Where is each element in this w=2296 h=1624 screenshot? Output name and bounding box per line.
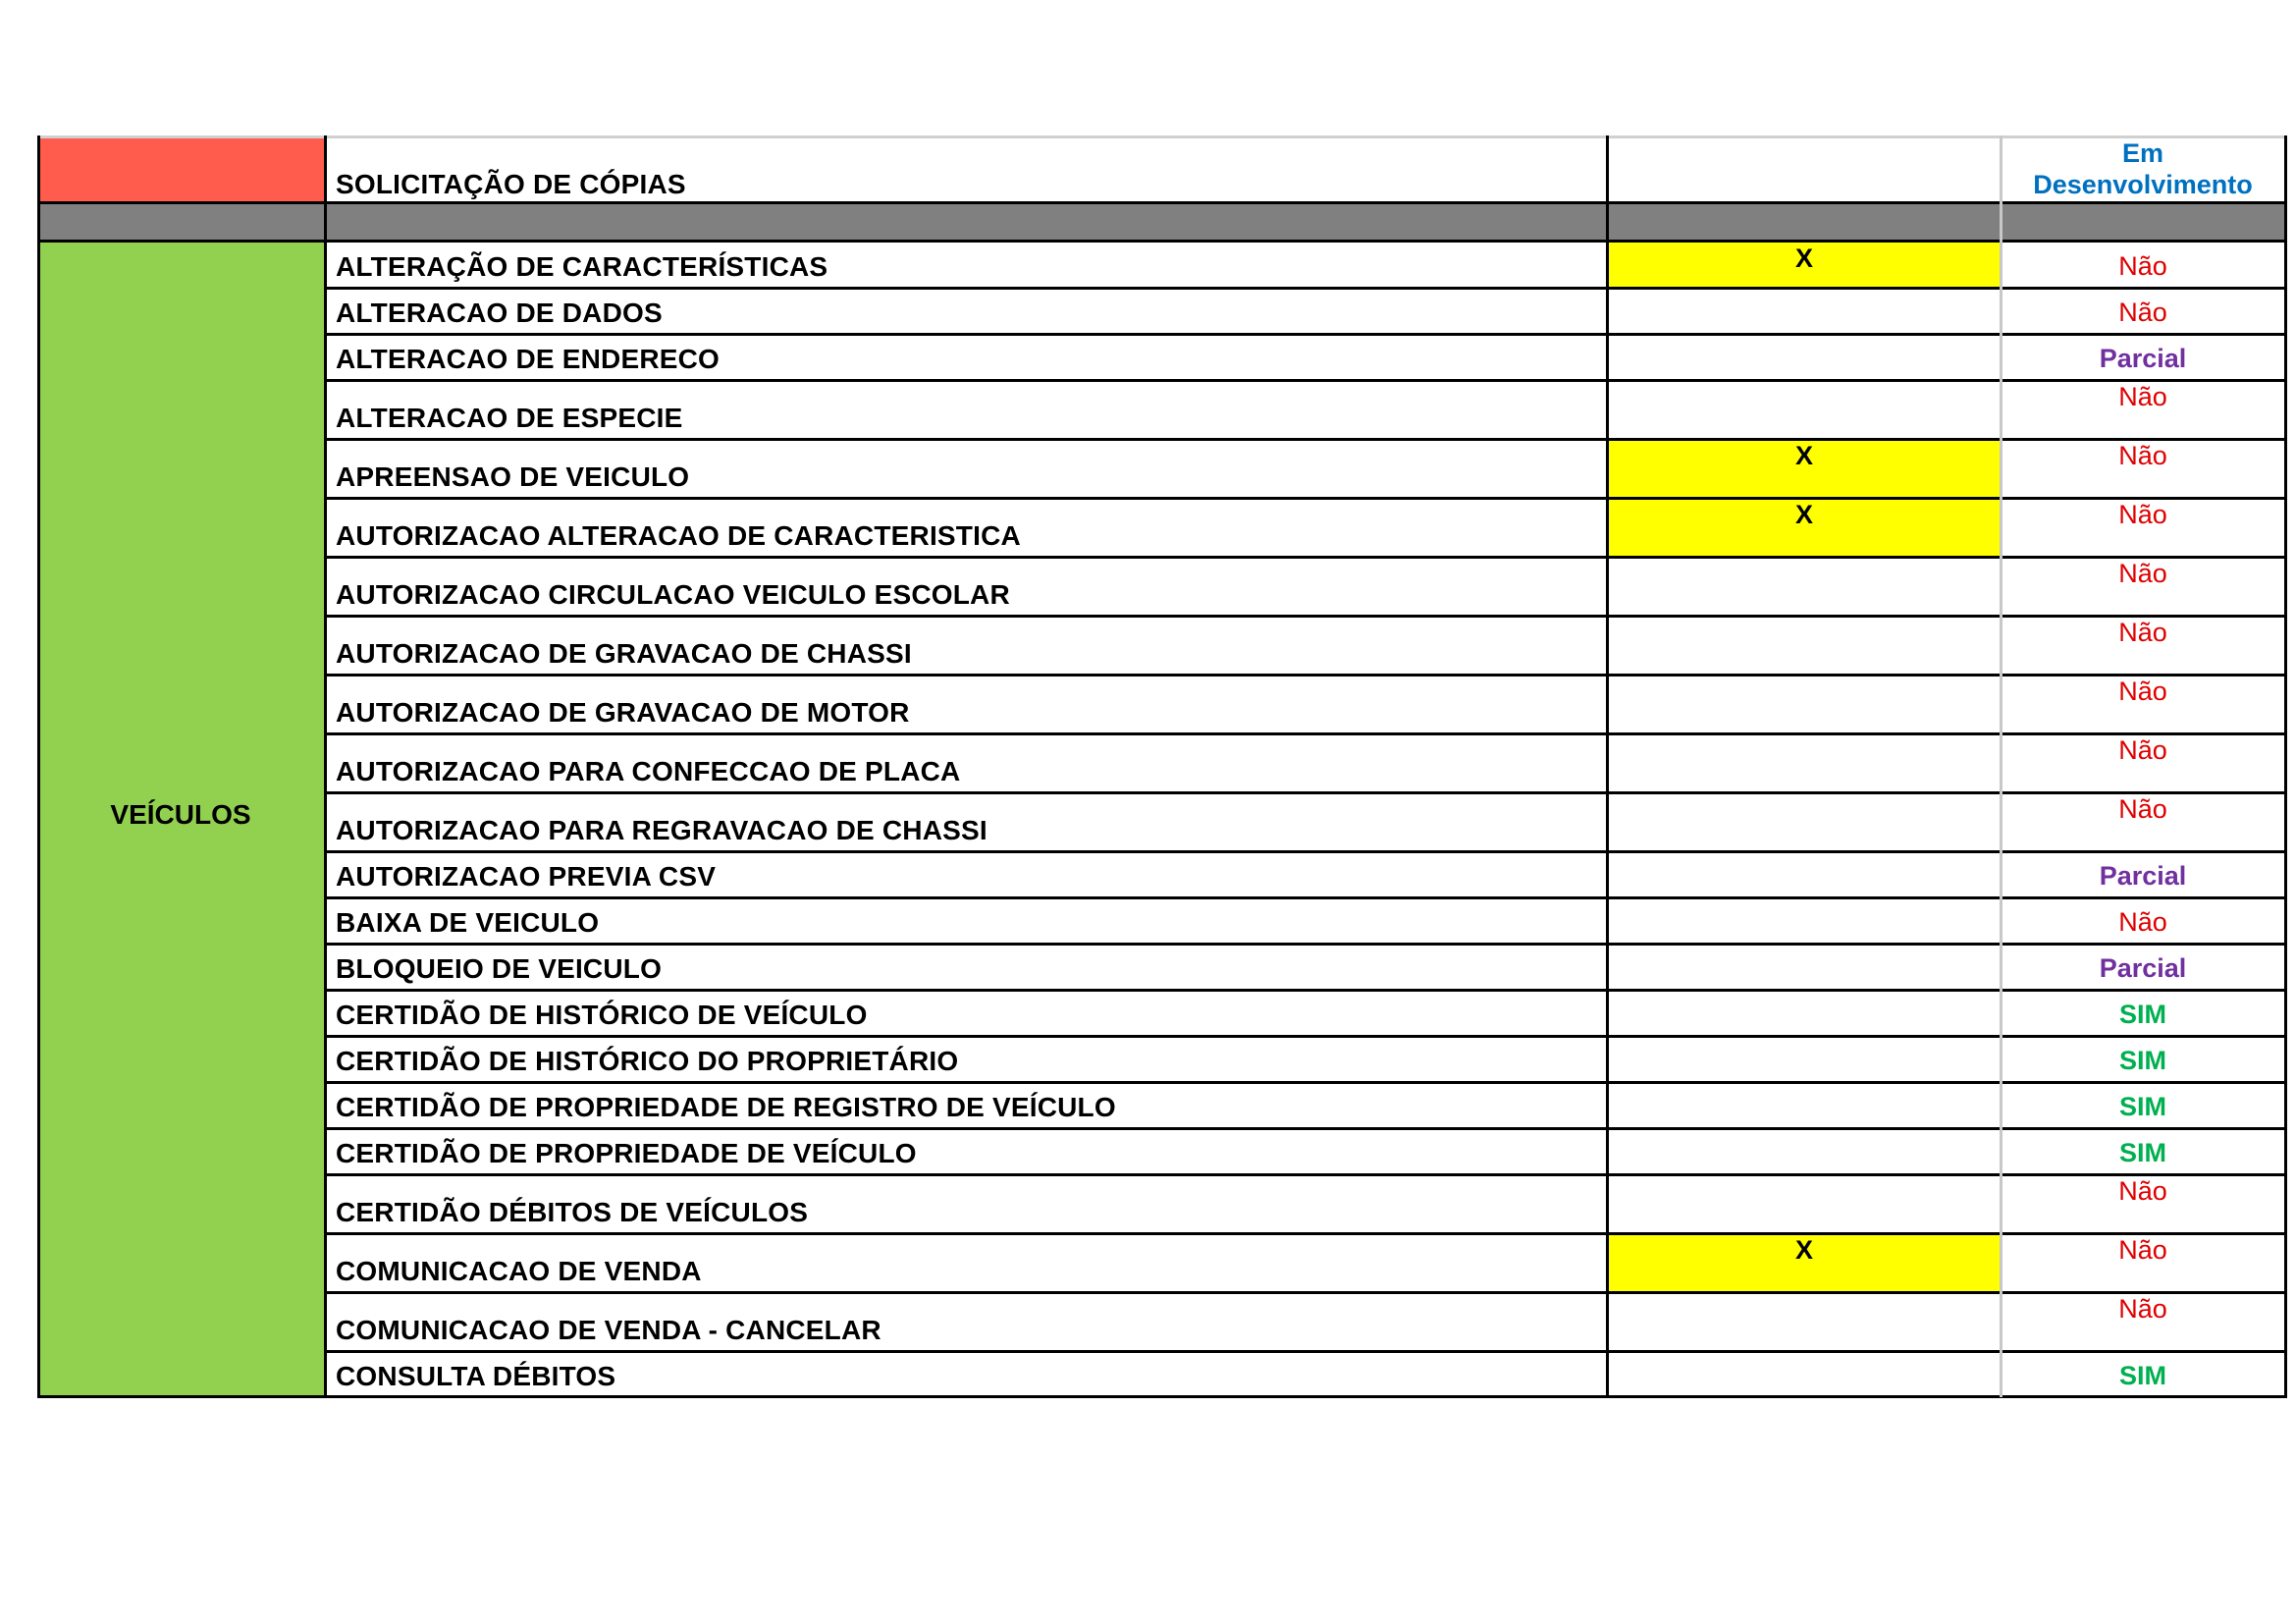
column-border	[324, 135, 327, 1397]
service-name: BLOQUEIO DE VEICULO	[336, 953, 663, 984]
mark-x: X	[1794, 1235, 1813, 1265]
row-border	[37, 201, 2287, 204]
status-value: Parcial	[2099, 861, 2187, 891]
status-value: Não	[2118, 677, 2167, 706]
services-table	[37, 135, 2287, 1395]
service-name: AUTORIZACAO PARA CONFECCAO DE PLACA	[336, 756, 961, 786]
status-value: Não	[2118, 1294, 2167, 1324]
status-value: Não	[2118, 559, 2167, 588]
row-border	[324, 438, 2287, 441]
status-value: Parcial	[2099, 953, 2187, 983]
status-value: Não	[2118, 735, 2167, 765]
status-value: Não	[2118, 298, 2167, 327]
row-border	[324, 1291, 2287, 1294]
service-name: CERTIDÃO DÉBITOS DE VEÍCULOS	[336, 1197, 809, 1227]
row-border	[324, 379, 2287, 382]
service-name: COMUNICACAO DE VENDA	[336, 1256, 702, 1286]
row-border	[324, 732, 2287, 735]
service-name: CERTIDÃO DE PROPRIEDADE DE VEÍCULO	[336, 1138, 917, 1168]
status-value: Parcial	[2099, 344, 2187, 373]
service-name: COMUNICACAO DE VENDA - CANCELAR	[336, 1315, 881, 1345]
column-border	[1606, 135, 1609, 1397]
status-value: Não	[2118, 1176, 2167, 1206]
status-value: Não	[2118, 500, 2167, 529]
row-border	[324, 497, 2287, 500]
status-value: Não	[2118, 618, 2167, 647]
status-value: SIM	[2118, 1138, 2166, 1167]
service-name: CERTIDÃO DE PROPRIEDADE DE REGISTRO DE VEÍCULO	[336, 1092, 1116, 1122]
row-border	[324, 791, 2287, 794]
mark-x: X	[1794, 244, 1813, 273]
row-border	[324, 333, 2287, 336]
mark-x: X	[1794, 441, 1813, 470]
service-name: AUTORIZACAO DE GRAVACAO DE CHASSI	[336, 638, 912, 669]
row-border	[324, 1127, 2287, 1130]
row-border	[324, 556, 2287, 559]
status-value: SIM	[2118, 1000, 2166, 1029]
header-status-line2: Desenvolvimento	[2033, 170, 2253, 199]
column-border	[2284, 135, 2287, 1397]
service-name: AUTORIZACAO CIRCULACAO VEICULO ESCOLAR	[336, 579, 1010, 610]
service-name: AUTORIZACAO PREVIA CSV	[336, 861, 717, 892]
service-name: BAIXA DE VEICULO	[336, 907, 600, 938]
status-value: Não	[2118, 794, 2167, 824]
mark-x: X	[1794, 500, 1813, 529]
row-border	[324, 1173, 2287, 1176]
service-name: AUTORIZACAO DE GRAVACAO DE MOTOR	[336, 697, 910, 728]
row-border	[324, 615, 2287, 618]
header-category-cell	[37, 135, 324, 202]
row-border	[324, 1081, 2287, 1084]
status-value: Não	[2118, 441, 2167, 470]
header-status-line1: Em	[2121, 138, 2164, 168]
service-name: CONSULTA DÉBITOS	[336, 1361, 616, 1391]
category-label: VEÍCULOS	[110, 799, 251, 830]
row-border	[324, 287, 2287, 290]
column-border	[2000, 135, 2002, 1397]
column-border	[37, 135, 40, 1397]
status-value: SIM	[2118, 1046, 2166, 1075]
service-name: ALTERACAO DE ESPECIE	[336, 403, 683, 433]
row-border	[324, 850, 2287, 853]
row-border	[324, 989, 2287, 992]
row-border	[324, 1350, 2287, 1353]
status-value: Não	[2118, 907, 2167, 937]
service-name: ALTERAÇÃO DE CARACTERÍSTICAS	[336, 251, 828, 282]
service-name: AUTORIZACAO PARA REGRAVACAO DE CHASSI	[336, 815, 988, 845]
row-border	[37, 240, 2287, 243]
service-name: ALTERACAO DE DADOS	[336, 298, 663, 328]
row-border	[37, 1395, 2287, 1398]
header-service-name: SOLICITAÇÃO DE CÓPIAS	[336, 169, 686, 199]
service-name: APREENSAO DE VEICULO	[336, 461, 690, 492]
row-border	[37, 135, 2287, 138]
row-border	[324, 1035, 2287, 1038]
status-value: SIM	[2118, 1092, 2166, 1121]
service-name: ALTERACAO DE ENDERECO	[336, 344, 721, 374]
status-value: Não	[2118, 1235, 2167, 1265]
service-name: CERTIDÃO DE HISTÓRICO DO PROPRIETÁRIO	[336, 1046, 959, 1076]
status-value: Não	[2118, 382, 2167, 411]
row-border	[324, 943, 2287, 946]
service-name: CERTIDÃO DE HISTÓRICO DE VEÍCULO	[336, 1000, 868, 1030]
row-border	[324, 674, 2287, 677]
separator-row	[37, 203, 2287, 241]
row-border	[324, 1232, 2287, 1235]
status-value: Não	[2118, 251, 2167, 281]
status-value: SIM	[2118, 1361, 2166, 1390]
service-name: AUTORIZACAO ALTERACAO DE CARACTERISTICA	[336, 520, 1021, 551]
row-border	[324, 896, 2287, 899]
